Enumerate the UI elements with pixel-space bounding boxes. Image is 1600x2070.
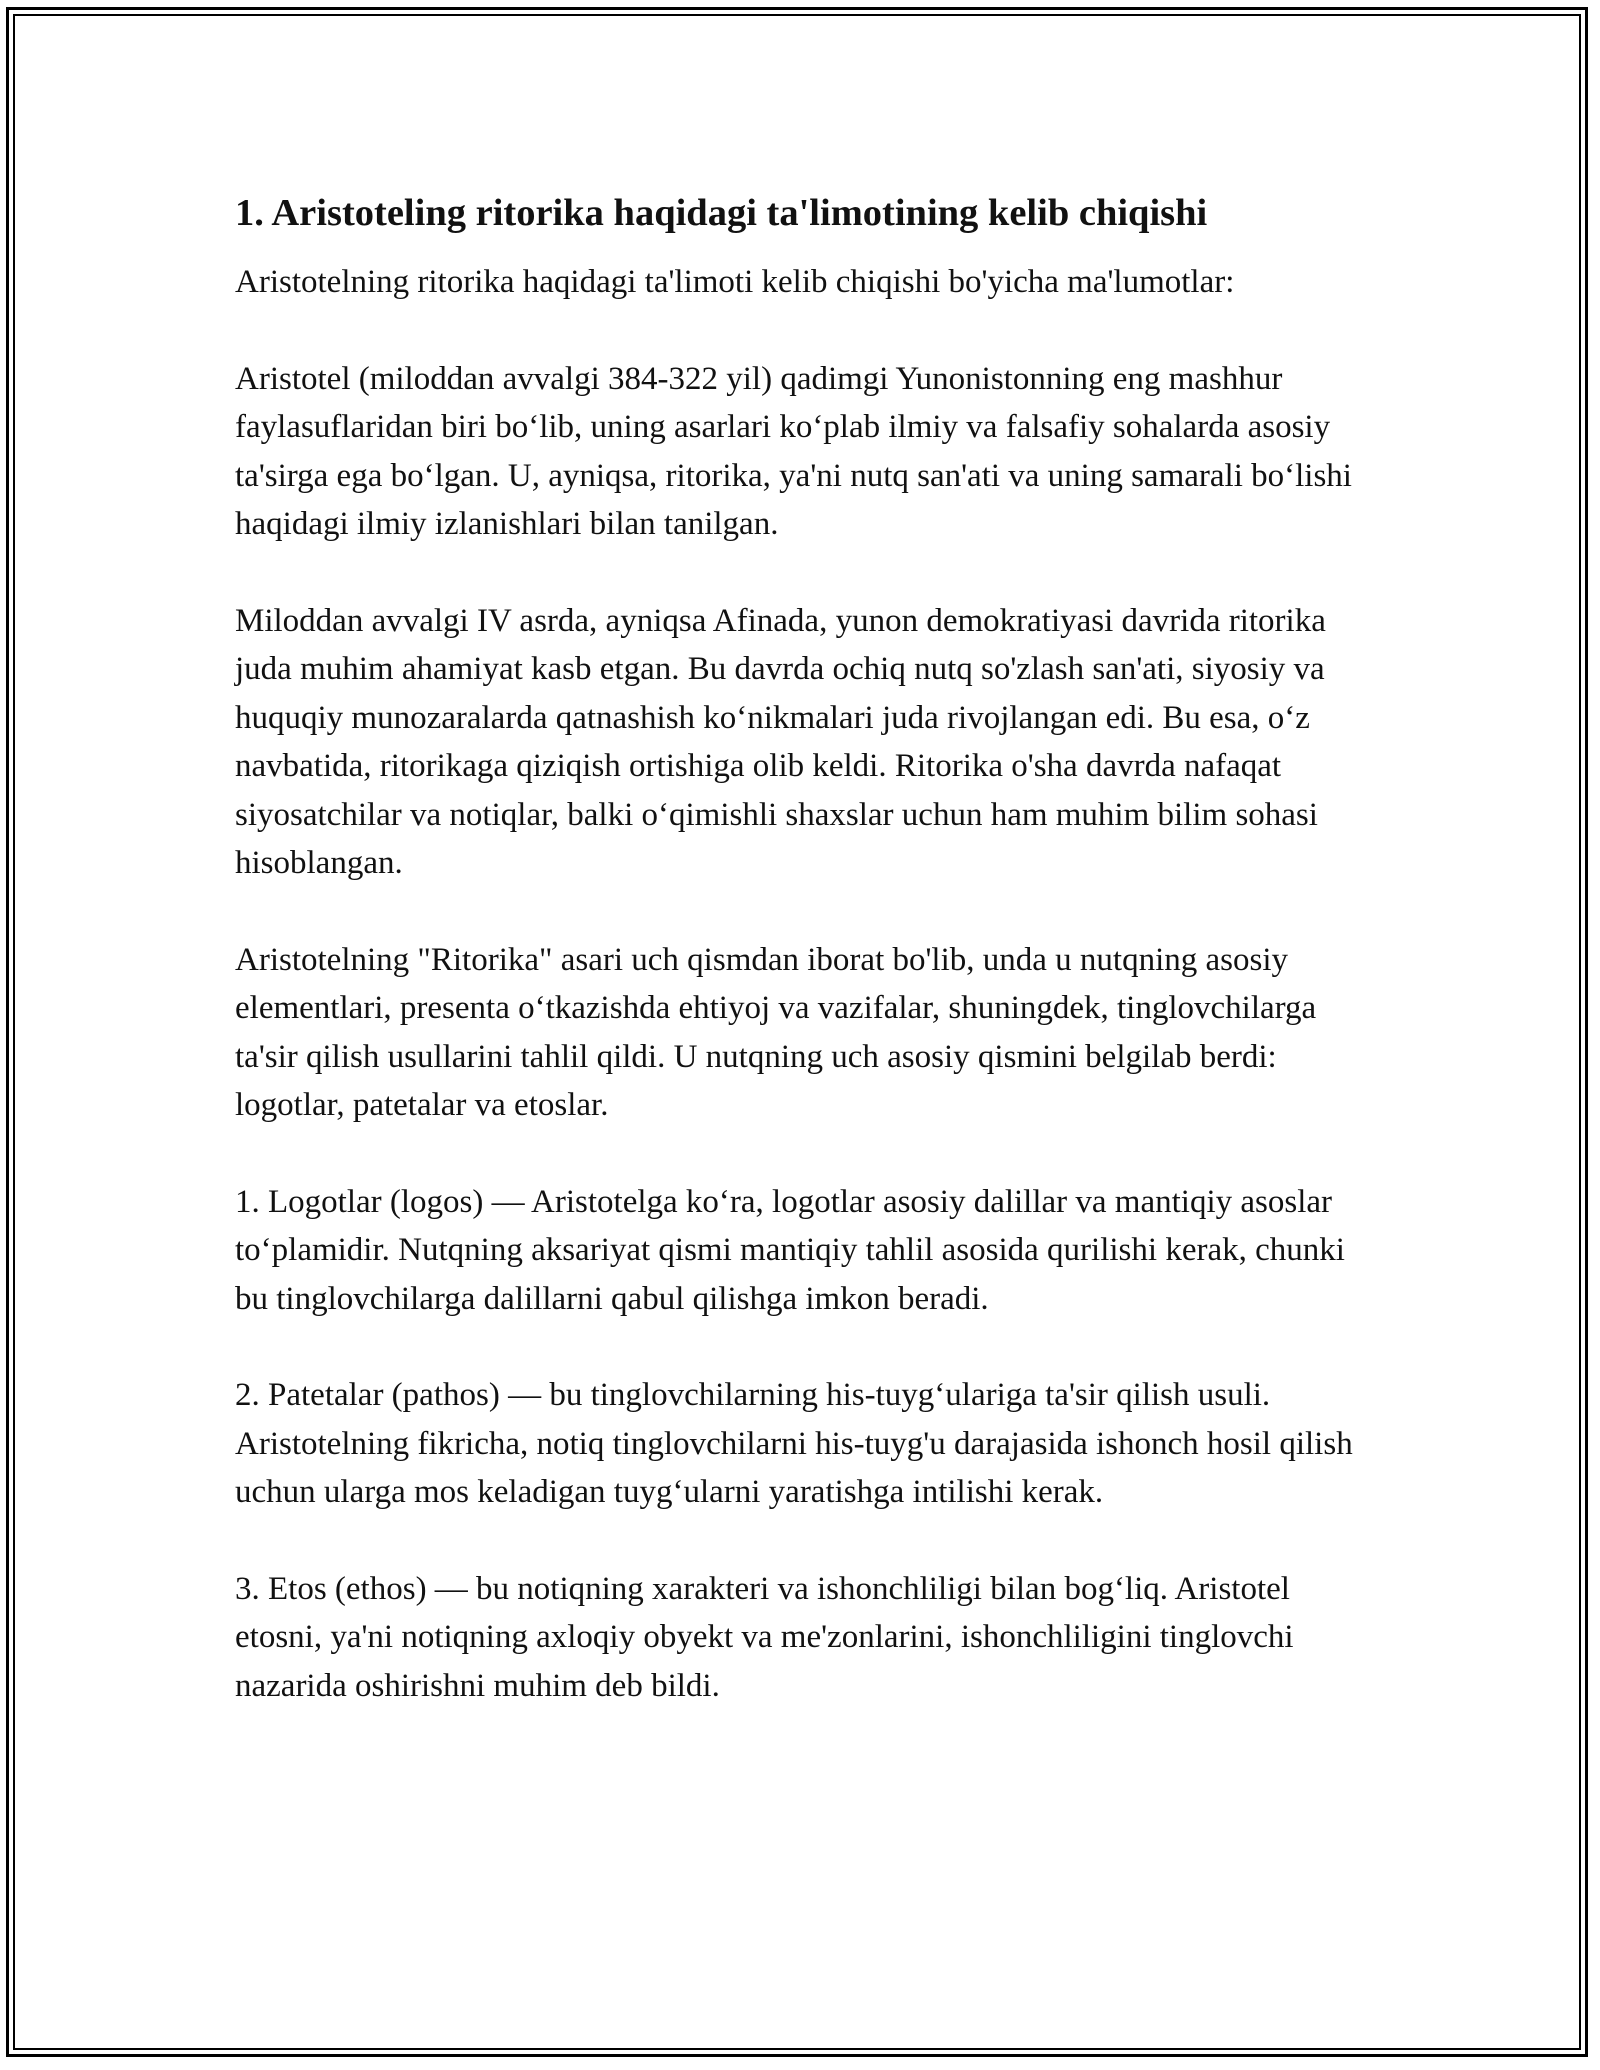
paragraph-aristotle-bio: Aristotel (miloddan avvalgi 384-322 yil) qadimgi Yunonistonning eng mashhur faylasuflaridan biri bo‘lib, uning asarlari ko‘plab ilmiy va falsafiy sohalarda asosiy ta'sirga ega bo‘lgan. U, ayniqsa, ritorika, ya'ni nutq san'ati va uning samarali bo‘lishi haqidagi ilmiy izlanishlari bilan tanilgan.: [235, 360, 1352, 542]
paragraph-ethos: 3. Etos (ethos) — bu notiqning xarakteri va ishonchliligi bilan bog‘liq. Aristotel etosni, ya'ni notiqning axloqiy obyekt va me'zonlarini, ishonchliligini tinglovchi nazarida oshirishni muhim deb bildi.: [235, 1570, 1294, 1704]
document-body: [235, 188, 1375, 1758]
paragraph-logos: 1. Logotlar (logos) — Aristotelga ko‘ra, logotlar asosiy dalillar va mantiqiy asoslar to‘plamidir. Nutqning aksariyat qismi mantiqiy tahlil asosida qurilishi kerak, chunki bu tinglovchilarga dalillarni qabul qilishga imkon beradi.: [235, 1183, 1345, 1317]
paragraph-historical-context: Miloddan avvalgi IV asrda, ayniqsa Afinada, yunon demokratiyasi davrida ritorika juda muhim ahamiyat kasb etgan. Bu davrda ochiq nutq so'zlash san'ati, siyosiy va huquqiy munozaralarda qatnashish ko‘nikmalari juda rivojlangan edi. Bu esa, o‘z navbatida, ritorikaga qiziqish ortishiga olib keldi. Ritorika o'sha davrda nafaqat siyosatchilar va notiqlar, balki o‘qimishli shaxslar uchun ham muhim bilim sohasi hisoblangan.: [235, 602, 1326, 881]
paragraph-rhetoric-work: Aristotelning "Ritorika" asari uch qismdan iborat bo'lib, unda u nutqning asosiy elementlari, presenta o‘tkazishda ehtiyoj va vazifalar, shuningdek, tinglovchilarga ta'sir qilish usullarini tahlil qildi. U nutqning uch asosiy qismini belgilab berdi: logotlar, patetalar va etoslar.: [235, 941, 1317, 1123]
intro-paragraph: Aristotelning ritorika haqidagi ta'limoti kelib chiqishi bo'yicha ma'lumotlar:: [235, 264, 1235, 300]
paragraph-pathos: 2. Patetalar (pathos) — bu tinglovchilarning his-tuyg‘ulariga ta'sir qilish usuli. Aristotelning fikricha, notiq tinglovchilarni his-tuyg'u darajasida ishonch hosil qilish uchun ularga mos keladigan tuyg‘ularni yaratishga intilishi kerak.: [235, 1377, 1353, 1510]
document-title: 1. Aristoteling ritorika haqidagi ta'limotining kelib chiqishi: [235, 192, 1208, 234]
